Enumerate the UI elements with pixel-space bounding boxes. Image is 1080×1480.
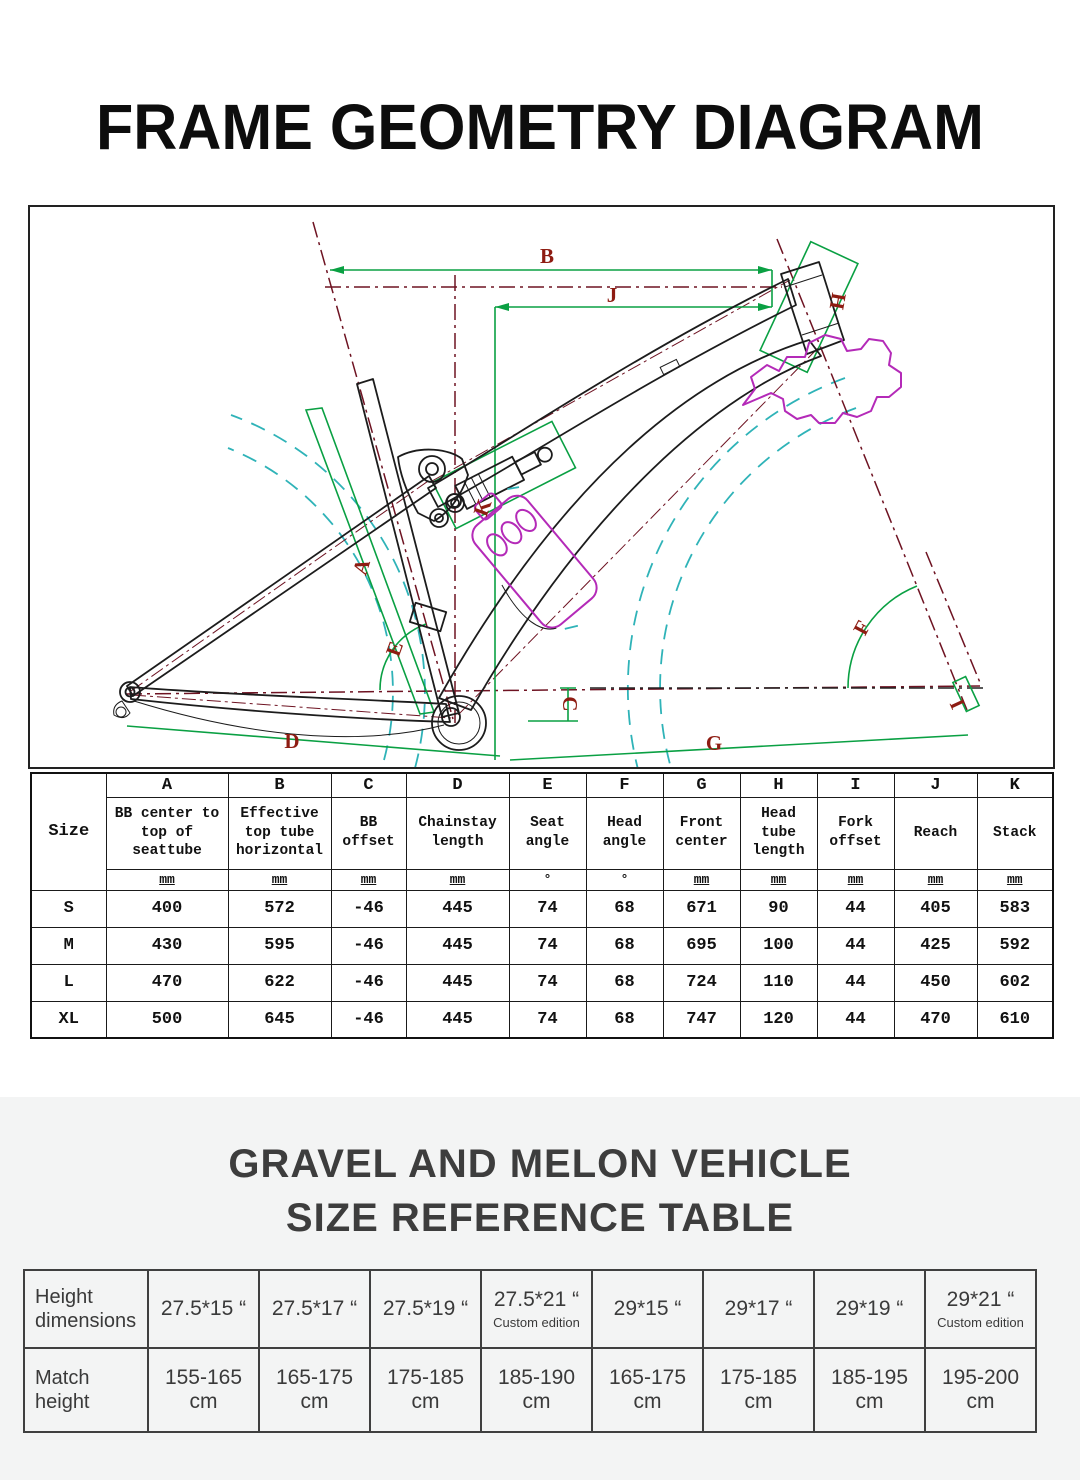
dim-label-C: C — [558, 696, 582, 712]
geometry-column-name: BB offset — [331, 797, 406, 869]
match-height-unit: cm — [189, 1390, 218, 1413]
match-height-value: 185-195 — [830, 1365, 909, 1389]
geometry-value-cell: 583 — [977, 890, 1053, 927]
geometry-column-letter: D — [406, 773, 509, 797]
geometry-value-cell: 747 — [663, 1001, 740, 1038]
geometry-value-cell: 500 — [106, 1001, 228, 1038]
match-height-value: 165-175 — [275, 1365, 354, 1389]
geometry-column-letter: E — [509, 773, 586, 797]
geometry-header-name-row — [31, 797, 1053, 869]
reference-dimension-cell — [259, 1270, 370, 1348]
reference-row2-label: Match height — [24, 1348, 148, 1432]
frame-drawing-svg — [30, 207, 1053, 767]
geometry-value-cell: 445 — [406, 927, 509, 964]
size-reference-title-line2: SIZE REFERENCE TABLE — [285, 1196, 795, 1240]
frame-geometry-drawing — [28, 205, 1055, 769]
size-reference-section — [0, 1097, 1080, 1480]
geometry-size-cell: XL — [31, 1001, 106, 1038]
geometry-column-name: Seat angle — [509, 797, 586, 869]
chain-stay — [130, 687, 450, 722]
geometry-value-cell: 645 — [228, 1001, 331, 1038]
geometry-value-cell: 68 — [586, 927, 663, 964]
page-title: FRAME GEOMETRY DIAGRAM — [96, 91, 984, 163]
wheel-frame-dimension: 27.5*15 “ — [160, 1297, 247, 1320]
geometry-column-name: Stack — [977, 797, 1053, 869]
geometry-unit-text: mm — [927, 872, 944, 887]
wheel-frame-dimension: 27.5*21 “ — [493, 1288, 580, 1311]
reference-dimension-cell — [370, 1270, 481, 1348]
geometry-value-cell: 68 — [586, 1001, 663, 1038]
geometry-column-letter: J — [894, 773, 977, 797]
geometry-column-letter: F — [586, 773, 663, 797]
dim-label-K: K — [468, 495, 497, 520]
geometry-data-row — [31, 1001, 1053, 1038]
geometry-value-cell: 602 — [977, 964, 1053, 1001]
reference-height-cell — [925, 1348, 1036, 1432]
geometry-value-cell: 430 — [106, 927, 228, 964]
geometry-value-cell: 622 — [228, 964, 331, 1001]
geometry-value-cell: 74 — [509, 1001, 586, 1038]
geometry-value-cell: 572 — [228, 890, 331, 927]
reference-dimension-cell — [592, 1270, 703, 1348]
geometry-column-name: BB center to top of seattube — [106, 797, 228, 869]
geometry-column-letter: K — [977, 773, 1053, 797]
match-height-unit: cm — [855, 1390, 884, 1413]
geometry-column-letter: B — [228, 773, 331, 797]
wheel-frame-dimension: 29*15 “ — [613, 1297, 682, 1320]
geometry-column-unit — [228, 869, 331, 890]
dimension-lines — [127, 242, 979, 760]
geometry-table — [30, 772, 1054, 1039]
geometry-size-header: Size — [31, 773, 106, 890]
geometry-unit-text: mm — [847, 872, 864, 887]
size-reference-table — [23, 1269, 1037, 1433]
geometry-value-cell: 405 — [894, 890, 977, 927]
geometry-column-unit — [740, 869, 817, 890]
dim-label-I: I — [944, 695, 970, 713]
reference-height-cell — [481, 1348, 592, 1432]
match-height-unit: cm — [633, 1390, 662, 1413]
geometry-unit-text: ° — [620, 872, 629, 887]
custom-edition-note: Custom edition — [493, 1315, 580, 1330]
geometry-column-name: Chainstay length — [406, 797, 509, 869]
geometry-value-cell: 425 — [894, 927, 977, 964]
geometry-value-cell: 445 — [406, 1001, 509, 1038]
geometry-column-name: Head tube length — [740, 797, 817, 869]
geometry-value-cell: 44 — [817, 927, 894, 964]
match-height-unit: cm — [966, 1390, 995, 1413]
geometry-column-unit — [586, 869, 663, 890]
reference-height-cell — [259, 1348, 370, 1432]
geometry-size-cell: M — [31, 927, 106, 964]
geometry-value-cell: 450 — [894, 964, 977, 1001]
geometry-column-unit — [894, 869, 977, 890]
geometry-column-name: Fork offset — [817, 797, 894, 869]
dim-label-J: J — [606, 283, 618, 307]
geometry-value-cell: 592 — [977, 927, 1053, 964]
wheel-frame-dimension: 29*17 “ — [724, 1297, 793, 1320]
wheel-frame-dimension: 27.5*19 “ — [382, 1297, 469, 1320]
geometry-value-cell: 445 — [406, 890, 509, 927]
wheel-arcs — [228, 378, 856, 767]
geometry-value-cell: 120 — [740, 1001, 817, 1038]
match-height-unit: cm — [744, 1390, 773, 1413]
geometry-column-unit — [977, 869, 1053, 890]
geometry-value-cell: 400 — [106, 890, 228, 927]
geometry-data-row — [31, 890, 1053, 927]
dim-label-F: F — [848, 616, 876, 640]
geometry-header-letter-row — [31, 773, 1053, 797]
match-height-unit: cm — [522, 1390, 551, 1413]
match-height-value: 165-175 — [608, 1365, 687, 1389]
dim-label-G: G — [705, 731, 723, 755]
geometry-data-row — [31, 927, 1053, 964]
reference-dimension-cell — [814, 1270, 925, 1348]
geometry-column-letter: G — [663, 773, 740, 797]
match-height-unit: cm — [300, 1390, 329, 1413]
reference-dimension-cell — [925, 1270, 1036, 1348]
wheel-frame-dimension: 29*21 “ — [946, 1288, 1015, 1311]
seat-tube — [357, 379, 459, 717]
reference-height-cell — [148, 1348, 259, 1432]
geometry-column-name: Head angle — [586, 797, 663, 869]
size-reference-title-line1: GRAVEL AND MELON VEHICLE — [228, 1142, 852, 1186]
reference-height-cell — [592, 1348, 703, 1432]
geometry-value-cell: 724 — [663, 964, 740, 1001]
reference-dimension-cell — [148, 1270, 259, 1348]
geometry-value-cell: 74 — [509, 890, 586, 927]
match-height-unit: cm — [411, 1390, 440, 1413]
geometry-unit-text: ° — [543, 872, 552, 887]
geometry-unit-text: mm — [770, 872, 787, 887]
geometry-column-unit — [663, 869, 740, 890]
reference-height-row — [24, 1348, 1036, 1432]
geometry-value-cell: 595 — [228, 927, 331, 964]
top-tube — [428, 279, 796, 507]
reference-dimension-cell — [481, 1270, 592, 1348]
geometry-value-cell: 74 — [509, 964, 586, 1001]
reference-height-cell — [703, 1348, 814, 1432]
dim-label-H: H — [824, 291, 852, 312]
chainring — [432, 696, 486, 750]
geometry-value-cell: 445 — [406, 964, 509, 1001]
geometry-value-cell: -46 — [331, 927, 406, 964]
geometry-unit-text: mm — [693, 872, 710, 887]
geometry-column-unit — [331, 869, 406, 890]
reference-height-cell — [370, 1348, 481, 1432]
geometry-value-cell: 470 — [894, 1001, 977, 1038]
geometry-column-name: Reach — [894, 797, 977, 869]
geometry-value-cell: -46 — [331, 890, 406, 927]
match-height-value: 175-185 — [386, 1365, 465, 1389]
geometry-value-cell: 100 — [740, 927, 817, 964]
geometry-unit-text: mm — [271, 872, 288, 887]
reference-dimension-cell — [703, 1270, 814, 1348]
rear-shock — [442, 440, 557, 516]
match-height-value: 155-165 — [164, 1365, 243, 1389]
geometry-header-unit-row — [31, 869, 1053, 890]
match-height-value: 175-185 — [719, 1365, 798, 1389]
wheel-frame-dimension: 27.5*17 “ — [271, 1297, 358, 1320]
wheel-frame-dimension: 29*19 “ — [835, 1297, 904, 1320]
geometry-value-cell: 695 — [663, 927, 740, 964]
geometry-value-cell: 44 — [817, 890, 894, 927]
geometry-unit-text: mm — [360, 872, 377, 887]
reference-dimension-row — [24, 1270, 1036, 1348]
geometry-column-unit — [106, 869, 228, 890]
geometry-value-cell: 68 — [586, 890, 663, 927]
geometry-size-cell: L — [31, 964, 106, 1001]
dim-label-D: D — [284, 729, 300, 753]
geometry-column-letter: C — [331, 773, 406, 797]
size-reference-title — [0, 1137, 1080, 1245]
geometry-value-cell: 74 — [509, 927, 586, 964]
geometry-value-cell: 90 — [740, 890, 817, 927]
custom-edition-note: Custom edition — [937, 1315, 1024, 1330]
geometry-unit-text: mm — [449, 872, 466, 887]
geometry-column-unit — [509, 869, 586, 890]
geometry-value-cell: -46 — [331, 1001, 406, 1038]
geometry-column-name: Front center — [663, 797, 740, 869]
geometry-column-letter: I — [817, 773, 894, 797]
reference-row1-label: Height dimensions — [24, 1270, 148, 1348]
geometry-value-cell: 110 — [740, 964, 817, 1001]
geometry-size-cell: S — [31, 890, 106, 927]
match-height-value: 185-190 — [497, 1365, 576, 1389]
geometry-unit-text: mm — [1006, 872, 1023, 887]
geometry-data-row — [31, 964, 1053, 1001]
geometry-column-unit — [406, 869, 509, 890]
geometry-value-cell: 610 — [977, 1001, 1053, 1038]
geometry-value-cell: 671 — [663, 890, 740, 927]
dim-label-B: B — [539, 244, 555, 268]
geometry-unit-text: mm — [159, 872, 175, 887]
geometry-column-unit — [817, 869, 894, 890]
geometry-value-cell: 470 — [106, 964, 228, 1001]
construction-lines — [126, 222, 986, 723]
dim-label-E: E — [380, 637, 409, 660]
geometry-value-cell: 44 — [817, 1001, 894, 1038]
reference-height-cell — [814, 1348, 925, 1432]
geometry-column-letter: A — [106, 773, 228, 797]
match-height-value: 195-200 — [941, 1365, 1020, 1389]
geometry-value-cell: 44 — [817, 964, 894, 1001]
geometry-column-letter: H — [740, 773, 817, 797]
dim-label-A: A — [347, 555, 376, 578]
geometry-value-cell: -46 — [331, 964, 406, 1001]
geometry-column-name: Effective top tube horizontal — [228, 797, 331, 869]
geometry-value-cell: 68 — [586, 964, 663, 1001]
